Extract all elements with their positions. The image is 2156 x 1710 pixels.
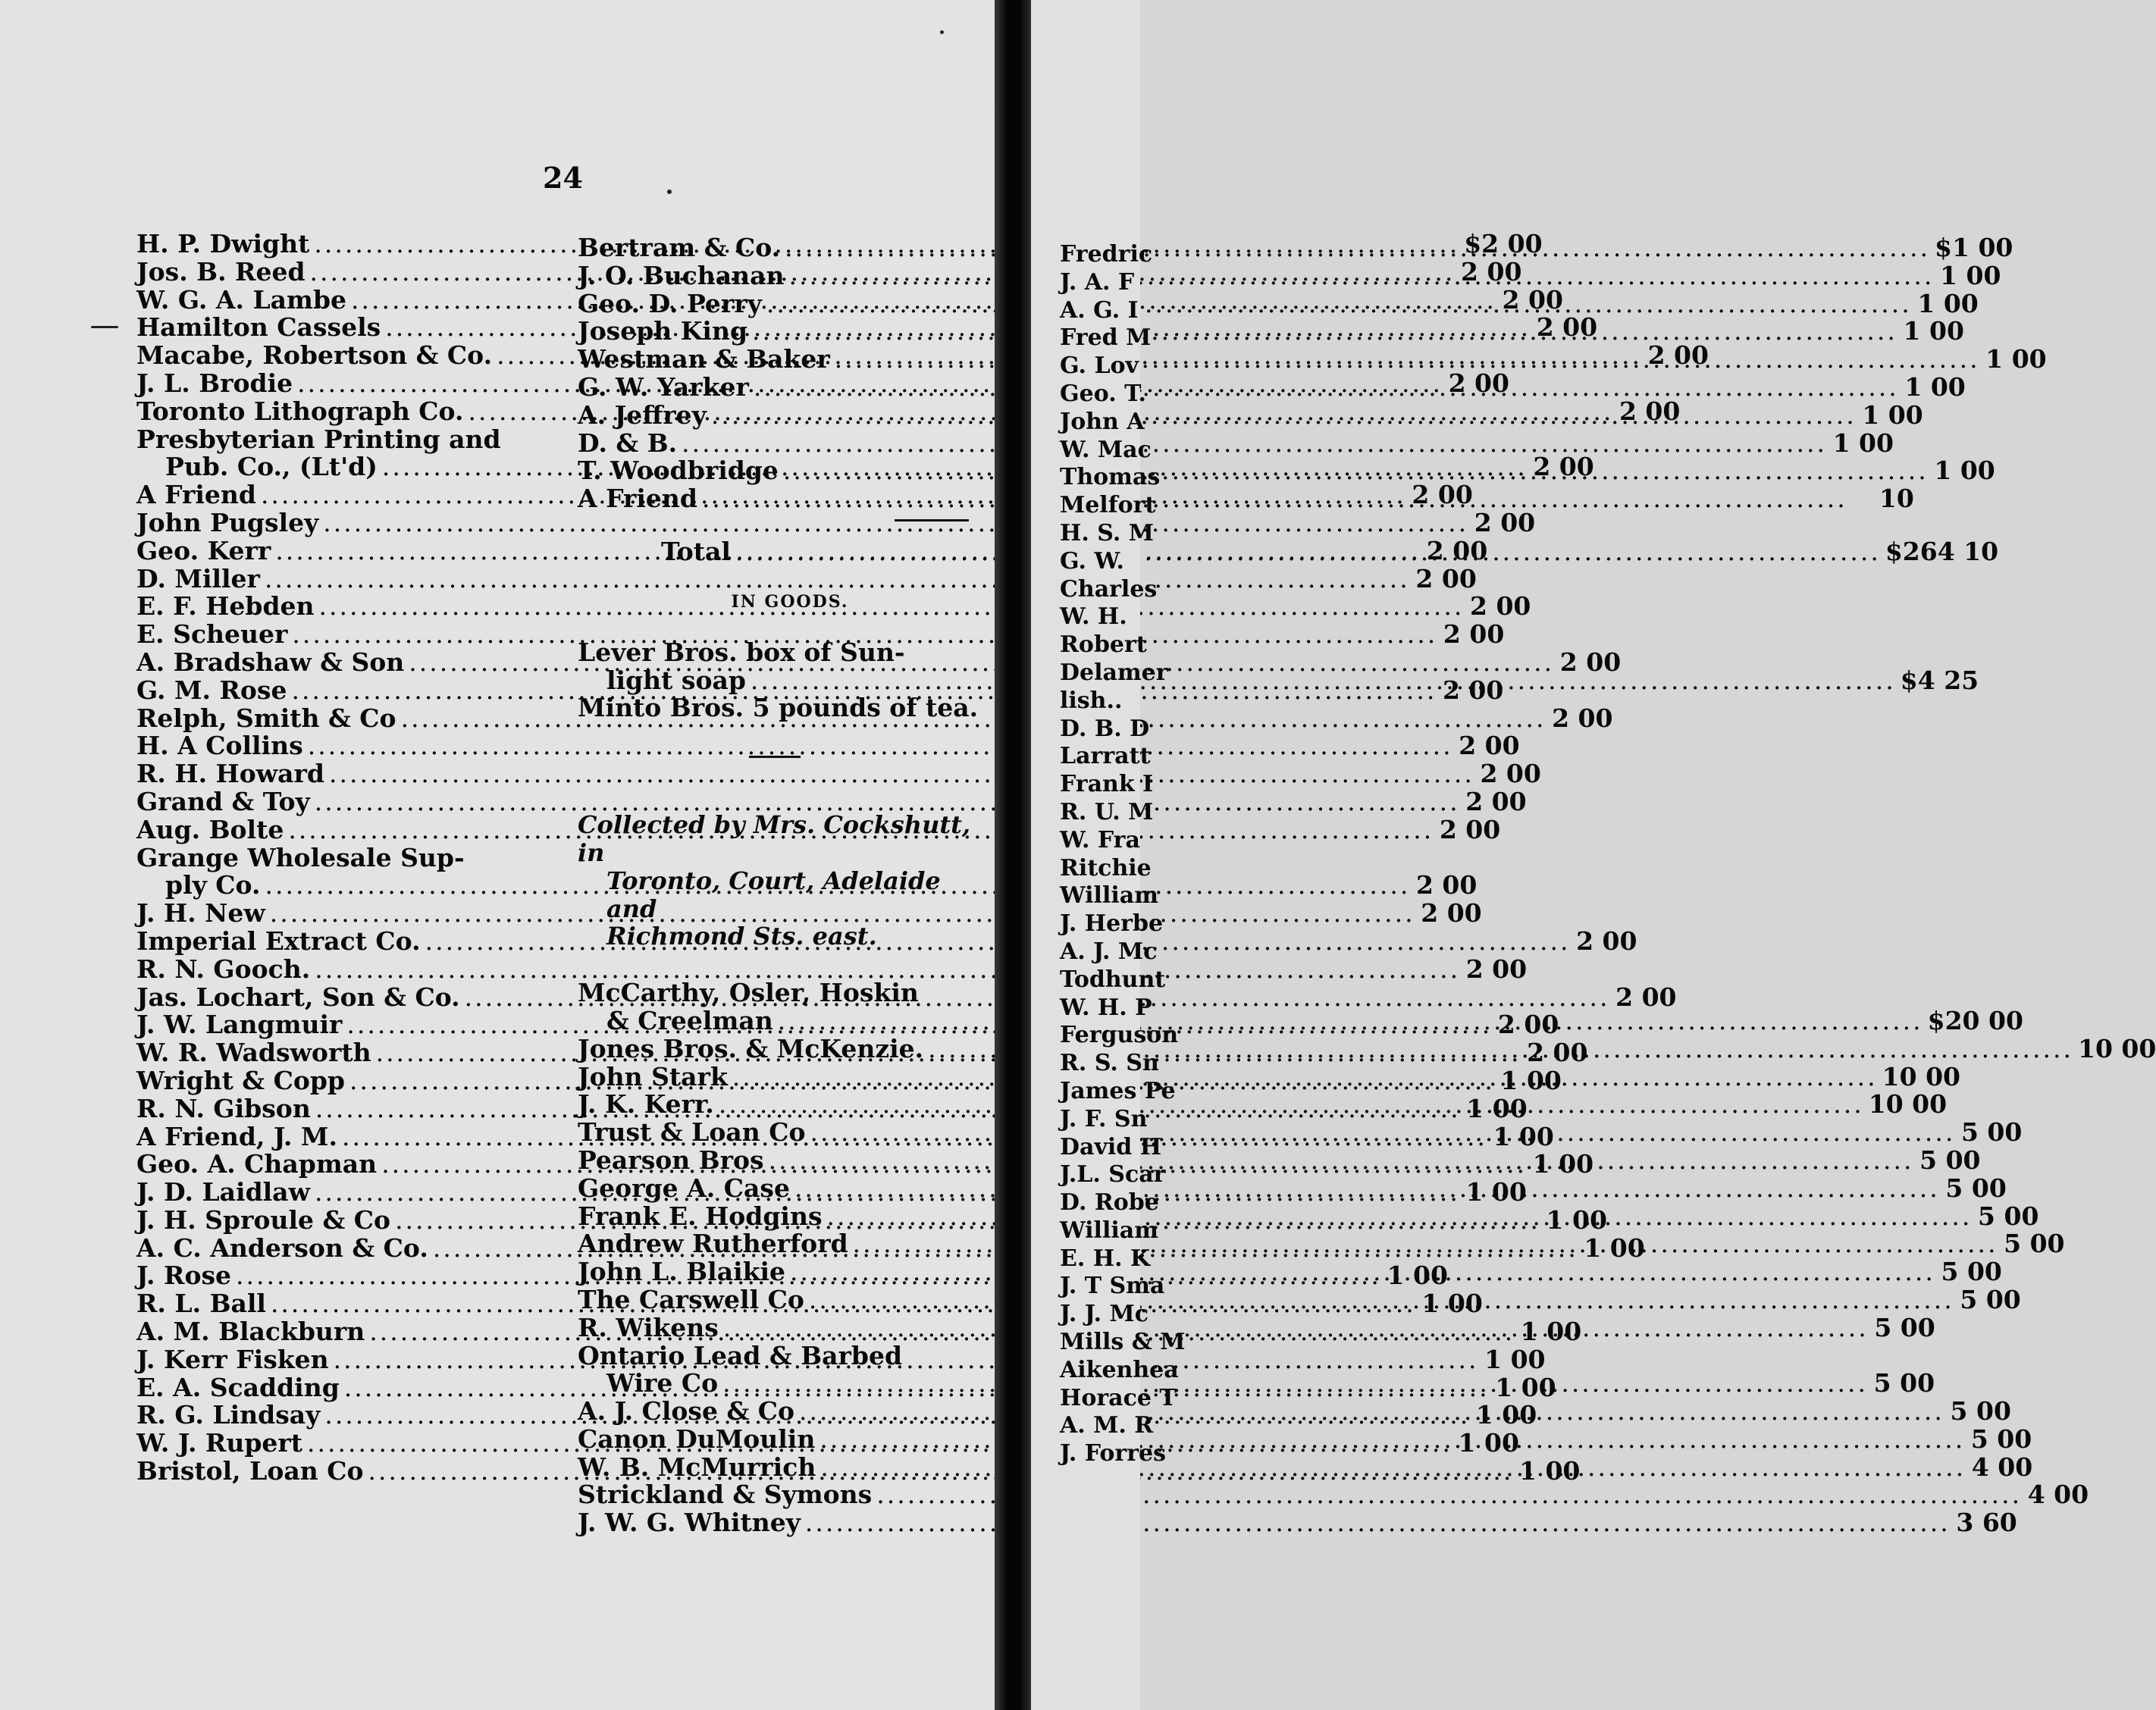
adjacent-page-line: J. F. Sn [1060, 1105, 1148, 1132]
amount: 1 00 [1904, 371, 1966, 402]
leader-dots [820, 1452, 1966, 1482]
leader-dots [810, 1117, 1955, 1147]
amount: 2 00 [1461, 256, 1522, 287]
amount: 1 00 [1500, 1065, 1562, 1095]
adjacent-page-line: J.L. Scar [1060, 1161, 1166, 1189]
leader-dots [751, 666, 1896, 695]
contributor-name: H. A Collins [136, 731, 303, 761]
amount: $20 00 [1927, 1005, 2023, 1035]
amount: 2 00 [1465, 954, 1528, 984]
list-item [578, 637, 972, 666]
adjacent-page-line: E. H. K [1060, 1245, 1151, 1272]
adjacent-page-line: Horace T [1060, 1384, 1177, 1411]
contributor-name: T. Woodbridge [578, 456, 779, 486]
goods-heading: IN GOODS. [731, 591, 849, 612]
adjacent-page-line: A. G. I [1060, 296, 1139, 324]
amount: 5 00 [1873, 1368, 1935, 1398]
adjacent-page-line: J. A. F [1060, 268, 1135, 296]
collected-by-line-3: Richmond Sts. east. [606, 922, 877, 951]
contributor-name: & Creelman [606, 1005, 773, 1035]
adjacent-page-line: David H [1060, 1133, 1162, 1160]
contributor-name: Toronto Lithograph Co. [136, 396, 464, 426]
amount: 1 00 [1475, 1400, 1537, 1430]
adjacent-page-line: Melfort [1060, 492, 1156, 519]
list-item [578, 978, 972, 1006]
list-item [578, 693, 979, 723]
contributor-name: Jones Bros. & McKenzie. [578, 1033, 924, 1063]
print-speck [940, 30, 944, 34]
total-label: Total [661, 536, 731, 566]
amount: 2 00 [1448, 368, 1509, 398]
spacer [578, 951, 972, 978]
leader-dots [719, 1089, 1864, 1119]
total-rule [895, 519, 969, 521]
amount: 1 00 [1532, 1149, 1594, 1179]
leader-dots [809, 1285, 1954, 1314]
adjacent-page-line: William [1060, 1217, 1158, 1244]
amount: 1 00 [1862, 399, 1923, 430]
amount: 1 00 [1917, 288, 1979, 318]
amount: 2 00 [1533, 452, 1594, 482]
amount: 1 00 [1903, 316, 1964, 346]
adjacent-page-line: D. B. D [1060, 715, 1150, 742]
adjacent-page-line: W. Mac [1060, 436, 1152, 463]
amount: 1 00 [1493, 1121, 1554, 1151]
amount: 1 00 [1495, 1372, 1556, 1402]
adjacent-page-line: Geo. T. [1060, 380, 1146, 407]
leader-dots [702, 484, 1847, 513]
amount: 2 00 [1576, 925, 1637, 956]
contributor-name: Geo. A. Chapman [136, 1149, 378, 1179]
contributor-name: Geo. D. Perry [578, 288, 762, 318]
contributor-name: Grand & Toy [136, 786, 310, 816]
leader-dots [754, 372, 1899, 402]
adjacent-page-line: Ritchie [1060, 854, 1152, 882]
amount: 2 00 [1552, 703, 1613, 733]
contributor-name: Bristol, Loan Co [136, 1456, 364, 1486]
contributor-name: R. Wikens [578, 1312, 719, 1342]
contributor-name: J. D. Laidlaw [136, 1177, 310, 1207]
adjacent-page-line: R. S. Sn [1060, 1050, 1159, 1077]
amount: 10 00 [1882, 1061, 1961, 1091]
leader-dots [735, 537, 1881, 566]
leader-dots [711, 400, 1857, 430]
contributor-name: R. N. Gibson [136, 1093, 311, 1123]
amount: 2 00 [1415, 563, 1477, 593]
contributor-name: Relph, Smith & Co [136, 703, 396, 733]
contributor-name: Jos. B. Reed [136, 256, 306, 287]
list-item [136, 843, 544, 871]
print-speck [667, 189, 672, 194]
adjacent-page-line: Robert [1060, 631, 1147, 659]
amount: 1 00 [1466, 1093, 1528, 1123]
adjacent-page-line: W. H. P [1060, 994, 1152, 1021]
amount: 10 [1879, 484, 1914, 514]
total-amount: $264 10 [1885, 536, 1999, 566]
amount: 2 00 [1480, 759, 1541, 789]
contributor-name: R. H. Howard [136, 759, 324, 789]
contributor-name: Ontario Lead & Barbed [578, 1340, 903, 1370]
contributor-name: G. M. Rose [136, 675, 287, 705]
contributor-name: J. H. Sproule & Co [136, 1204, 391, 1235]
contributor-name: John Pugsley [136, 507, 319, 537]
amount: 1 00 [1985, 344, 2047, 374]
contributor-name: Joseph King [578, 316, 748, 346]
adjacent-page-line: Delamer [1060, 659, 1168, 686]
section-separator [749, 756, 801, 758]
adjacent-page-line: J. J. Mc [1060, 1301, 1149, 1328]
list-item [578, 1480, 2089, 1510]
adjacent-page-line: W. H. [1060, 603, 1127, 631]
contributor-name: R. G. Lindsay [136, 1400, 321, 1430]
adjacent-page-line: H. S. M [1060, 519, 1154, 547]
contributor-name: Geo. Kerr [136, 535, 271, 565]
leader-dots [790, 1257, 1935, 1286]
amount: 2 00 [1439, 814, 1501, 844]
contributor-name: W. R. Wadsworth [136, 1038, 371, 1068]
contributor-name: A. C. Anderson & Co. [136, 1232, 428, 1263]
amount: 5 00 [1970, 1423, 2032, 1454]
amount: 2 00 [1647, 340, 1709, 371]
contributor-name: J. O. Buchanan [578, 260, 785, 290]
adjacent-page-line: J. T Sma [1060, 1273, 1165, 1300]
contributor-name: A. Bradshaw & Son [136, 647, 405, 677]
contributor-name: H. P. Dwight [136, 229, 310, 258]
contributor-name: A. M. Blackburn [136, 1317, 365, 1347]
amount: 10 00 [1868, 1089, 1948, 1120]
leader-dots [778, 1006, 1923, 1035]
amount: 3 60 [1956, 1508, 2017, 1538]
leader-dots [783, 456, 1929, 485]
contributor-name: John Stark [578, 1061, 728, 1091]
amount: $1 00 [1935, 233, 2013, 262]
adjacent-page-line: W. Fra [1060, 826, 1140, 853]
contributor-name: John L. Blaikie [578, 1257, 786, 1287]
leader-dots [723, 1313, 1869, 1342]
contributor-name: A Friend, J. M. [136, 1121, 337, 1151]
leader-dots [766, 289, 1912, 318]
amount: 2 00 [1536, 312, 1598, 343]
contributor-name: J. H. New [136, 898, 265, 929]
amount: 5 00 [1960, 1284, 2021, 1314]
contributor-name: McCarthy, Osler, Hoskin [578, 978, 919, 1008]
binding-gutter [995, 0, 1031, 1710]
leader-dots [799, 1396, 1944, 1426]
amount: 2 00 [1443, 619, 1505, 650]
adjacent-page-line: Todhunt [1060, 966, 1166, 993]
contributor-name: Minto Bros. 5 pounds of tea. [578, 693, 979, 723]
amount: 1 00 [1940, 260, 2001, 290]
page-number: 24 [543, 161, 583, 195]
adjacent-page-line: William [1060, 882, 1158, 910]
contributor-name: Strickland & Symons [578, 1480, 873, 1510]
adjacent-page-line: A. J. Mc [1060, 938, 1158, 965]
adjacent-page-line: G. W. [1060, 547, 1124, 575]
adjacent-page-line: Larratt [1060, 743, 1151, 770]
contributor-name: Wright & Copp [136, 1065, 346, 1095]
amount: 1 00 [1484, 1344, 1546, 1374]
amount: 4 00 [2027, 1480, 2089, 1510]
contributor-name: Lever Bros. box of Sun- [578, 637, 905, 667]
amount: 2 00 [1459, 731, 1520, 761]
leader-dots [794, 1173, 1940, 1203]
contributor-name: Wire Co [606, 1368, 719, 1398]
contributor-name: A Friend [578, 484, 697, 514]
amount: 5 00 [1945, 1173, 2007, 1203]
adjacent-page-line: J. Herbe [1060, 910, 1164, 938]
amount: 2 00 [1527, 1038, 1588, 1068]
amount: 1 00 [1458, 1428, 1519, 1458]
adjacent-page-edge [1031, 0, 1186, 1710]
contributor-name: W. J. Rupert [136, 1428, 303, 1458]
adjacent-page-line: James Pe [1060, 1077, 1176, 1104]
adjacent-page-line: A. M. R [1060, 1412, 1154, 1439]
contributor-name: George A. Case [578, 1173, 790, 1203]
amount: 2 00 [1502, 284, 1563, 315]
contributor-name: A Friend [136, 480, 256, 510]
adjacent-page-line: Frank I [1060, 771, 1154, 798]
amount: 2 00 [1497, 1010, 1559, 1040]
amount: 2 00 [1442, 675, 1504, 705]
amount: 1 00 [1519, 1456, 1581, 1486]
amount: 2 00 [1421, 898, 1482, 929]
leader-dots [682, 428, 1827, 458]
adjacent-page-line: G. Lov [1060, 352, 1139, 380]
amount: 2 00 [1426, 535, 1488, 565]
contributor-name: R. L. Ball [136, 1289, 266, 1319]
adjacent-page-line: Fredric [1060, 241, 1153, 268]
amount: 1 00 [1832, 428, 1894, 458]
leader-dots [785, 233, 1930, 262]
leader-dots [732, 1062, 1878, 1091]
contributor-name: Pub. Co., (Lt'd) [165, 452, 378, 482]
contributor-name: R. N. Gooch. [136, 954, 311, 984]
leader-dots [752, 316, 1897, 346]
adjacent-page-line: Thomas [1060, 464, 1161, 491]
leader-dots [819, 1424, 1965, 1454]
amount: 5 00 [1950, 1396, 2011, 1427]
amount: 1 00 [1465, 1177, 1527, 1207]
contributor-name: Imperial Extract Co. [136, 925, 421, 956]
contributor-name: W. G. A. Lambe [136, 284, 347, 315]
contributor-name: The Carswell Co [578, 1284, 804, 1314]
contributor-name: E. Scheuer [136, 619, 288, 650]
leader-dots [789, 261, 1935, 290]
adjacent-page-line: Aikenhea [1060, 1356, 1179, 1383]
leader-dots [805, 1508, 1951, 1537]
adjacent-page-line: Mills & M [1060, 1329, 1186, 1356]
contributor-name: Hamilton Cassels [136, 312, 381, 343]
amount: 2 00 [1559, 647, 1622, 677]
contributor-name: light soap [606, 665, 746, 695]
amount: 2 00 [1412, 480, 1473, 510]
adjacent-page-line: J. Forres [1060, 1440, 1167, 1467]
adjacent-page-line: Charles [1060, 575, 1158, 603]
contributor-name: D. & B. [578, 428, 678, 458]
amount: 2 00 [1615, 982, 1677, 1012]
contributor-name: J. W. G. Whitney [578, 1508, 801, 1538]
amount: 5 00 [1978, 1201, 2039, 1231]
amount: $2 00 [1464, 229, 1543, 258]
collected-by-heading [578, 811, 972, 951]
contributor-name: Andrew Rutherford [578, 1229, 848, 1259]
list-item [578, 1508, 2017, 1538]
contributor-name: A. Jeffrey [578, 399, 707, 430]
collected-by-line-2: Toronto, Court, Adelaide and [606, 866, 941, 923]
contributor-name: J. Kerr Fisken [136, 1344, 329, 1374]
amount: 2 00 [1619, 396, 1681, 426]
adjacent-page-line: D. Robe [1060, 1189, 1159, 1217]
contributor-name: Grange Wholesale Sup- [136, 842, 465, 872]
contributor-name: Westman & Baker [578, 344, 830, 374]
contributor-name: Pearson Bros [578, 1145, 764, 1175]
amount: 1 00 [1546, 1204, 1607, 1235]
contributor-name: E. F. Hebden [136, 591, 315, 622]
leader-dots [769, 1145, 1914, 1175]
amount: 1 00 [1584, 1232, 1645, 1263]
amount: 5 00 [2004, 1229, 2065, 1259]
contributor-name: Aug. Bolte [136, 814, 284, 844]
contributor-name: Bertram & Co. [578, 233, 781, 262]
contributor-name: E. A. Scadding [136, 1372, 340, 1402]
contributor-name: J. L. Brodie [136, 368, 293, 398]
adjacent-page-line: lish.. [1060, 687, 1123, 714]
adjacent-page-line: Fred M [1060, 324, 1152, 352]
contributor-name: J. W. Langmuir [136, 1010, 343, 1040]
amount: 1 00 [1934, 456, 1995, 486]
contributor-name: J. K. Kerr. [578, 1089, 714, 1120]
contributor-name: Presbyterian Printing and [136, 424, 501, 454]
contributor-name: Frank E. Hodgins [578, 1201, 823, 1231]
adjacent-page-line: R. U. M [1060, 798, 1154, 825]
amount: 5 00 [1919, 1145, 1981, 1175]
amount: 1 00 [1387, 1261, 1448, 1291]
contributor-name: ply Co. [165, 870, 261, 900]
amount: 2 00 [1474, 507, 1536, 537]
contributor-name: W. B. McMurrich [578, 1452, 816, 1482]
amount: 10 00 [2078, 1033, 2156, 1063]
list-item [578, 1341, 972, 1369]
adjacent-page-line: John A [1060, 408, 1145, 435]
amount: 2 00 [1470, 591, 1531, 622]
contributor-name: Macabe, Robertson & Co. [136, 340, 493, 371]
print-speck [91, 326, 118, 328]
adjacent-page-list [1031, 241, 1185, 1468]
adjacent-page-line: Ferguson [1060, 1022, 1179, 1049]
leader-dots [722, 1368, 1868, 1398]
contributor-name: A. J. Close & Co [578, 1396, 795, 1427]
contributor-name: J. Rose [136, 1261, 232, 1291]
collected-by-line-1: Collected by Mrs. Cockshutt, in [578, 810, 971, 867]
amount: 2 00 [1465, 786, 1527, 816]
contributor-name: Jas. Lochart, Son & Co. [136, 982, 460, 1012]
amount: 5 00 [1960, 1117, 2023, 1148]
amount: 4 00 [1971, 1452, 2033, 1482]
contributor-name: Trust & Loan Co [578, 1117, 806, 1148]
amount: 1 00 [1421, 1289, 1483, 1319]
contributor-name: Canon DuMoulin [578, 1423, 816, 1454]
contributor-name: G. W. Yarker [578, 371, 749, 402]
amount: $4 25 [1900, 665, 1979, 695]
amount: 2 00 [1415, 870, 1478, 900]
contributor-name: D. Miller [136, 563, 260, 593]
amount: 5 00 [1941, 1257, 2002, 1287]
amount: 1 00 [1520, 1317, 1582, 1347]
amount: 5 00 [1874, 1312, 1935, 1342]
list-item [136, 424, 544, 453]
